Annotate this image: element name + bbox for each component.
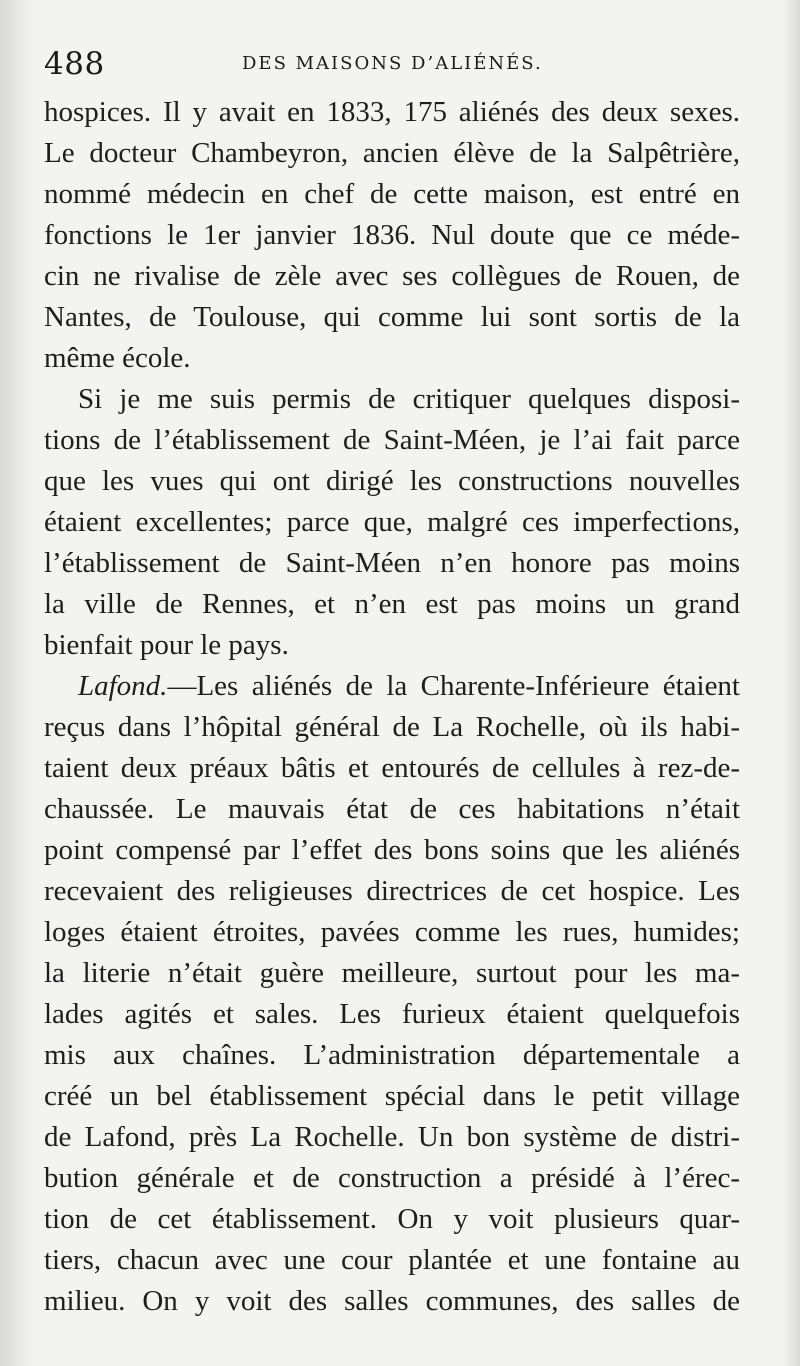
running-title: DES MAISONS D’ALIÉNÉS. — [242, 53, 543, 74]
text-line: loges étaient étroites, pavées comme les rues, humides; — [44, 916, 740, 948]
text-line: Si je me suis permis de critiquer quelques disposi- — [78, 383, 740, 415]
text-line: même école. — [44, 342, 191, 374]
running-head — [44, 44, 744, 84]
text-line: de Lafond, près La Rochelle. Un bon système de distri- — [44, 1121, 740, 1153]
text-line: cin ne rivalise de zèle avec ses collègues de Rouen, de — [44, 260, 740, 292]
text-line: Nantes, de Toulouse, qui comme lui sont sortis de la — [44, 301, 740, 333]
text-line: étaient excellentes; parce que, malgré ces imperfections, — [44, 506, 740, 538]
text-line: tion de cet établissement. On y voit plusieurs quar- — [44, 1203, 740, 1235]
page-number: 488 — [44, 46, 105, 82]
text-line: tiers, chacun avec une cour plantée et une fontaine au — [44, 1244, 740, 1276]
text-line: reçus dans l’hôpital général de La Rochelle, où ils habi- — [44, 711, 740, 743]
text-line: bienfait pour le pays. — [44, 629, 289, 661]
text-line: chaussée. Le mauvais état de ces habitations n’était — [44, 793, 740, 825]
text-line — [44, 666, 740, 707]
text-line: nommé médecin en chef de cette maison, est entré en — [44, 178, 740, 210]
text-line: fonctions le 1er janvier 1836. Nul doute que ce méde- — [44, 219, 740, 251]
text-line: recevaient des religieuses directrices de cet hospice. Les — [44, 875, 740, 907]
text-line: bution générale et de construction a présidé à l’érec- — [44, 1162, 740, 1194]
text-line: point compensé par l’effet des bons soins que les aliénés — [44, 834, 740, 866]
text-line: mis aux chaînes. L’administration départementale a — [44, 1039, 740, 1071]
text-line: la ville de Rennes, et n’en est pas moins un grand — [44, 588, 740, 620]
body-text — [44, 92, 740, 1322]
text-line: taient deux préaux bâtis et entourés de cellules à rez-de- — [44, 752, 740, 784]
text-line: la literie n’était guère meilleure, surtout pour les ma- — [44, 957, 740, 989]
lead-line-rest: —Les aliénés de la Charente-Inférieure étaient — [167, 670, 740, 702]
text-line: tions de l’établissement de Saint-Méen, je l’ai fait parce — [44, 424, 740, 456]
text-line: hospices. Il y avait en 1833, 175 aliénés des deux sexes. — [44, 96, 740, 128]
text-line: milieu. On y voit des salles communes, des salles de — [44, 1285, 740, 1317]
section-lead: Lafond. — [78, 670, 168, 702]
text-line: créé un bel établissement spécial dans le petit village — [44, 1080, 740, 1112]
text-line: l’établissement de Saint-Méen n’en honore pas moins — [44, 547, 740, 579]
text-line: Le docteur Chambeyron, ancien élève de la Salpêtrière, — [44, 137, 740, 169]
text-line: que les vues qui ont dirigé les constructions nouvelles — [44, 465, 740, 497]
text-line: lades agités et sales. Les furieux étaient quelquefois — [44, 998, 740, 1030]
